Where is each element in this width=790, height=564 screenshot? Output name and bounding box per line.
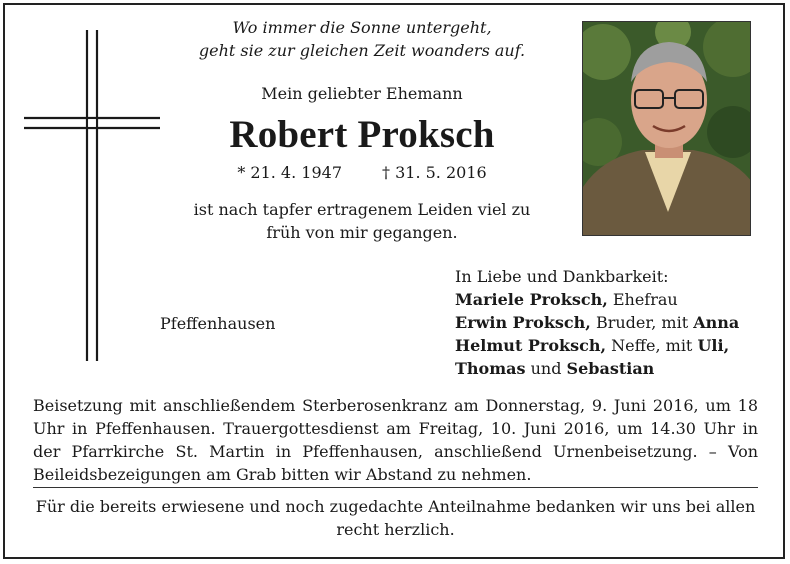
mourner-name: Helmut Proksch, [455,336,607,355]
mourner-name: Mariele Proksch, [455,290,608,309]
mourner-relation: und [525,359,567,378]
thanks-text: Für die bereits erwiesene und noch zugedachte Anteilnahme bedanken wir uns bei allen recht herzlich. [35,497,756,539]
remark-line-2: früh von mir gegangen. [266,223,458,242]
mourner-relation: Neffe, mit [606,336,698,355]
remark-line-1: ist nach tapfer ertragenem Leiden viel zu [193,200,531,219]
death-date: † 31. 5. 2016 [382,163,487,182]
intro-text: Mein geliebter Ehemann [261,84,463,103]
remark [162,198,562,244]
mourner-name: Erwin Proksch, [455,313,591,332]
mourner-name: Sebastian [566,359,655,378]
funeral-notice: Beisetzung mit anschließendem Sterberosenkranz am Donnerstag, 9. Juni 2016, um 18 Uhr in Pfeffenhausen. Trauergottesdienst am Freitag, 10. Juni 2016, um 14.30 Uhr in der Pfarrkirche St. Martin in Pfeffenhausen, anschließend Urnenbeisetzung. – Von Beileidsbezeigungen am Grab bitten wir Abstand zu nehmen. [33,396,758,484]
birth-date: * 21. 4. 1947 [237,163,342,182]
mourners-list [455,265,739,380]
portrait-photo [582,21,751,236]
divider [33,487,758,488]
mourner-relation: Bruder, mit [590,313,694,332]
mourners-heading: In Liebe und Dankbarkeit: [455,267,669,286]
mourner-name: Anna [693,313,740,332]
portrait-image [583,22,751,236]
mourner-line [455,288,739,311]
motto [162,16,562,62]
deceased-name: Robert Proksch [229,113,495,156]
motto-line-1: Wo immer die Sonne untergeht, [232,18,492,37]
mourner-name: Uli, [697,336,730,355]
mourner-name: Thomas [455,359,526,378]
cross-icon [22,28,162,363]
motto-line-2: geht sie zur gleichen Zeit woanders auf. [198,41,526,60]
mourner-line [455,334,739,357]
mourner-line [455,357,739,380]
place-name: Pfeffenhausen [160,314,276,333]
mourner-relation: Ehefrau [607,290,678,309]
life-dates [162,163,562,182]
mourner-line [455,311,739,334]
